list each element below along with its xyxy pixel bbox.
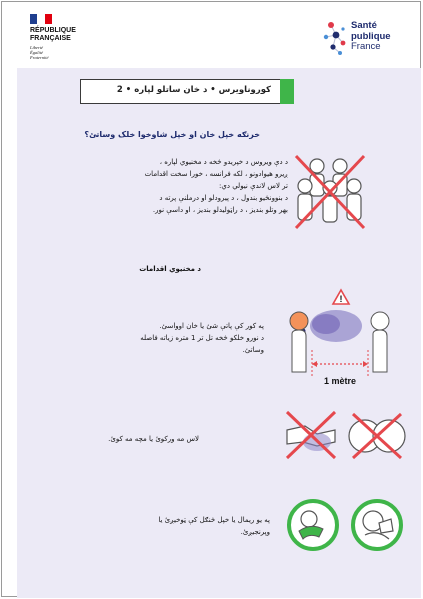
page-title: كوروناويرس • د خان ساتلو لپاره • 2 [116,85,271,95]
elbow-line: وپرنجيږئ. [240,528,270,536]
sp-line1: Santé [351,20,377,31]
intro-paragraph [145,156,288,216]
sp-line3: France [351,41,381,52]
rf-name [30,27,100,43]
svg-text:!: ! [339,294,343,304]
molecule-icon [323,19,349,57]
measures-heading: د مخنيوي اقدامات [139,265,201,273]
sante-publique-france-logo [323,19,413,67]
elbow-paragraph [158,514,270,538]
tissue-icon [349,497,405,553]
intro-line: بهر وتلو بنديز ، د راټوليدلو بنديز ، او داسې نور. [152,206,288,214]
distance-line: د نورو خلکو څخه تل تر 1 متره زياته فاصله [140,334,264,342]
question-heading: خرنګه خپل خان او خپل شاوخوا خلک وساتئ؟ [84,130,260,139]
rf-line2: FRANÇAISE [30,35,71,42]
elbow-line: په يو ريمال يا خپل څنګل کې ټوخيږئ يا [158,516,270,524]
rf-motto2: Égalité [30,50,43,55]
sp-line2: publique [351,30,391,42]
republique-francaise-logo [30,14,100,60]
title-accent-bar [280,79,294,104]
distance-line: وساتئ. [242,346,264,354]
title-box [80,79,294,104]
distance-label: 1 mètre [323,376,357,386]
rf-motto [30,45,100,60]
crowd-crossed-icon [292,152,368,232]
french-flag-icon [30,14,52,24]
distance-illustration [286,288,408,388]
rf-motto3: Fraternité [30,55,49,60]
sp-wordmark [351,21,391,53]
intro-line: د بنوونځيو بندول ، د پيرودلو او درملنې پرته د [159,194,288,202]
distance-paragraph [140,320,264,356]
rf-motto1: Liberté [30,45,43,50]
handshake-text: لاس مه ورکوئ يا مچه مه کوئ. [108,435,199,443]
rf-line1: RÉPUBLIQUE [30,27,76,34]
handshake-crossed-icon [283,408,339,462]
cough-elbow-icon [285,497,341,553]
intro-line: ږيرو هيوادونو ، لکه فرانسه ، خورا سخت اقدامات [144,170,288,178]
kiss-crossed-icon [347,408,407,462]
intro-line: تر لاس لاندې نيولي دي: [219,182,288,190]
distance-line: په کور کې پاتې شئ يا خان اوواسئ. [159,322,264,330]
intro-line: د دې ويروس د خپريدو څخه د مخنيوي لپاره ، [159,158,288,166]
